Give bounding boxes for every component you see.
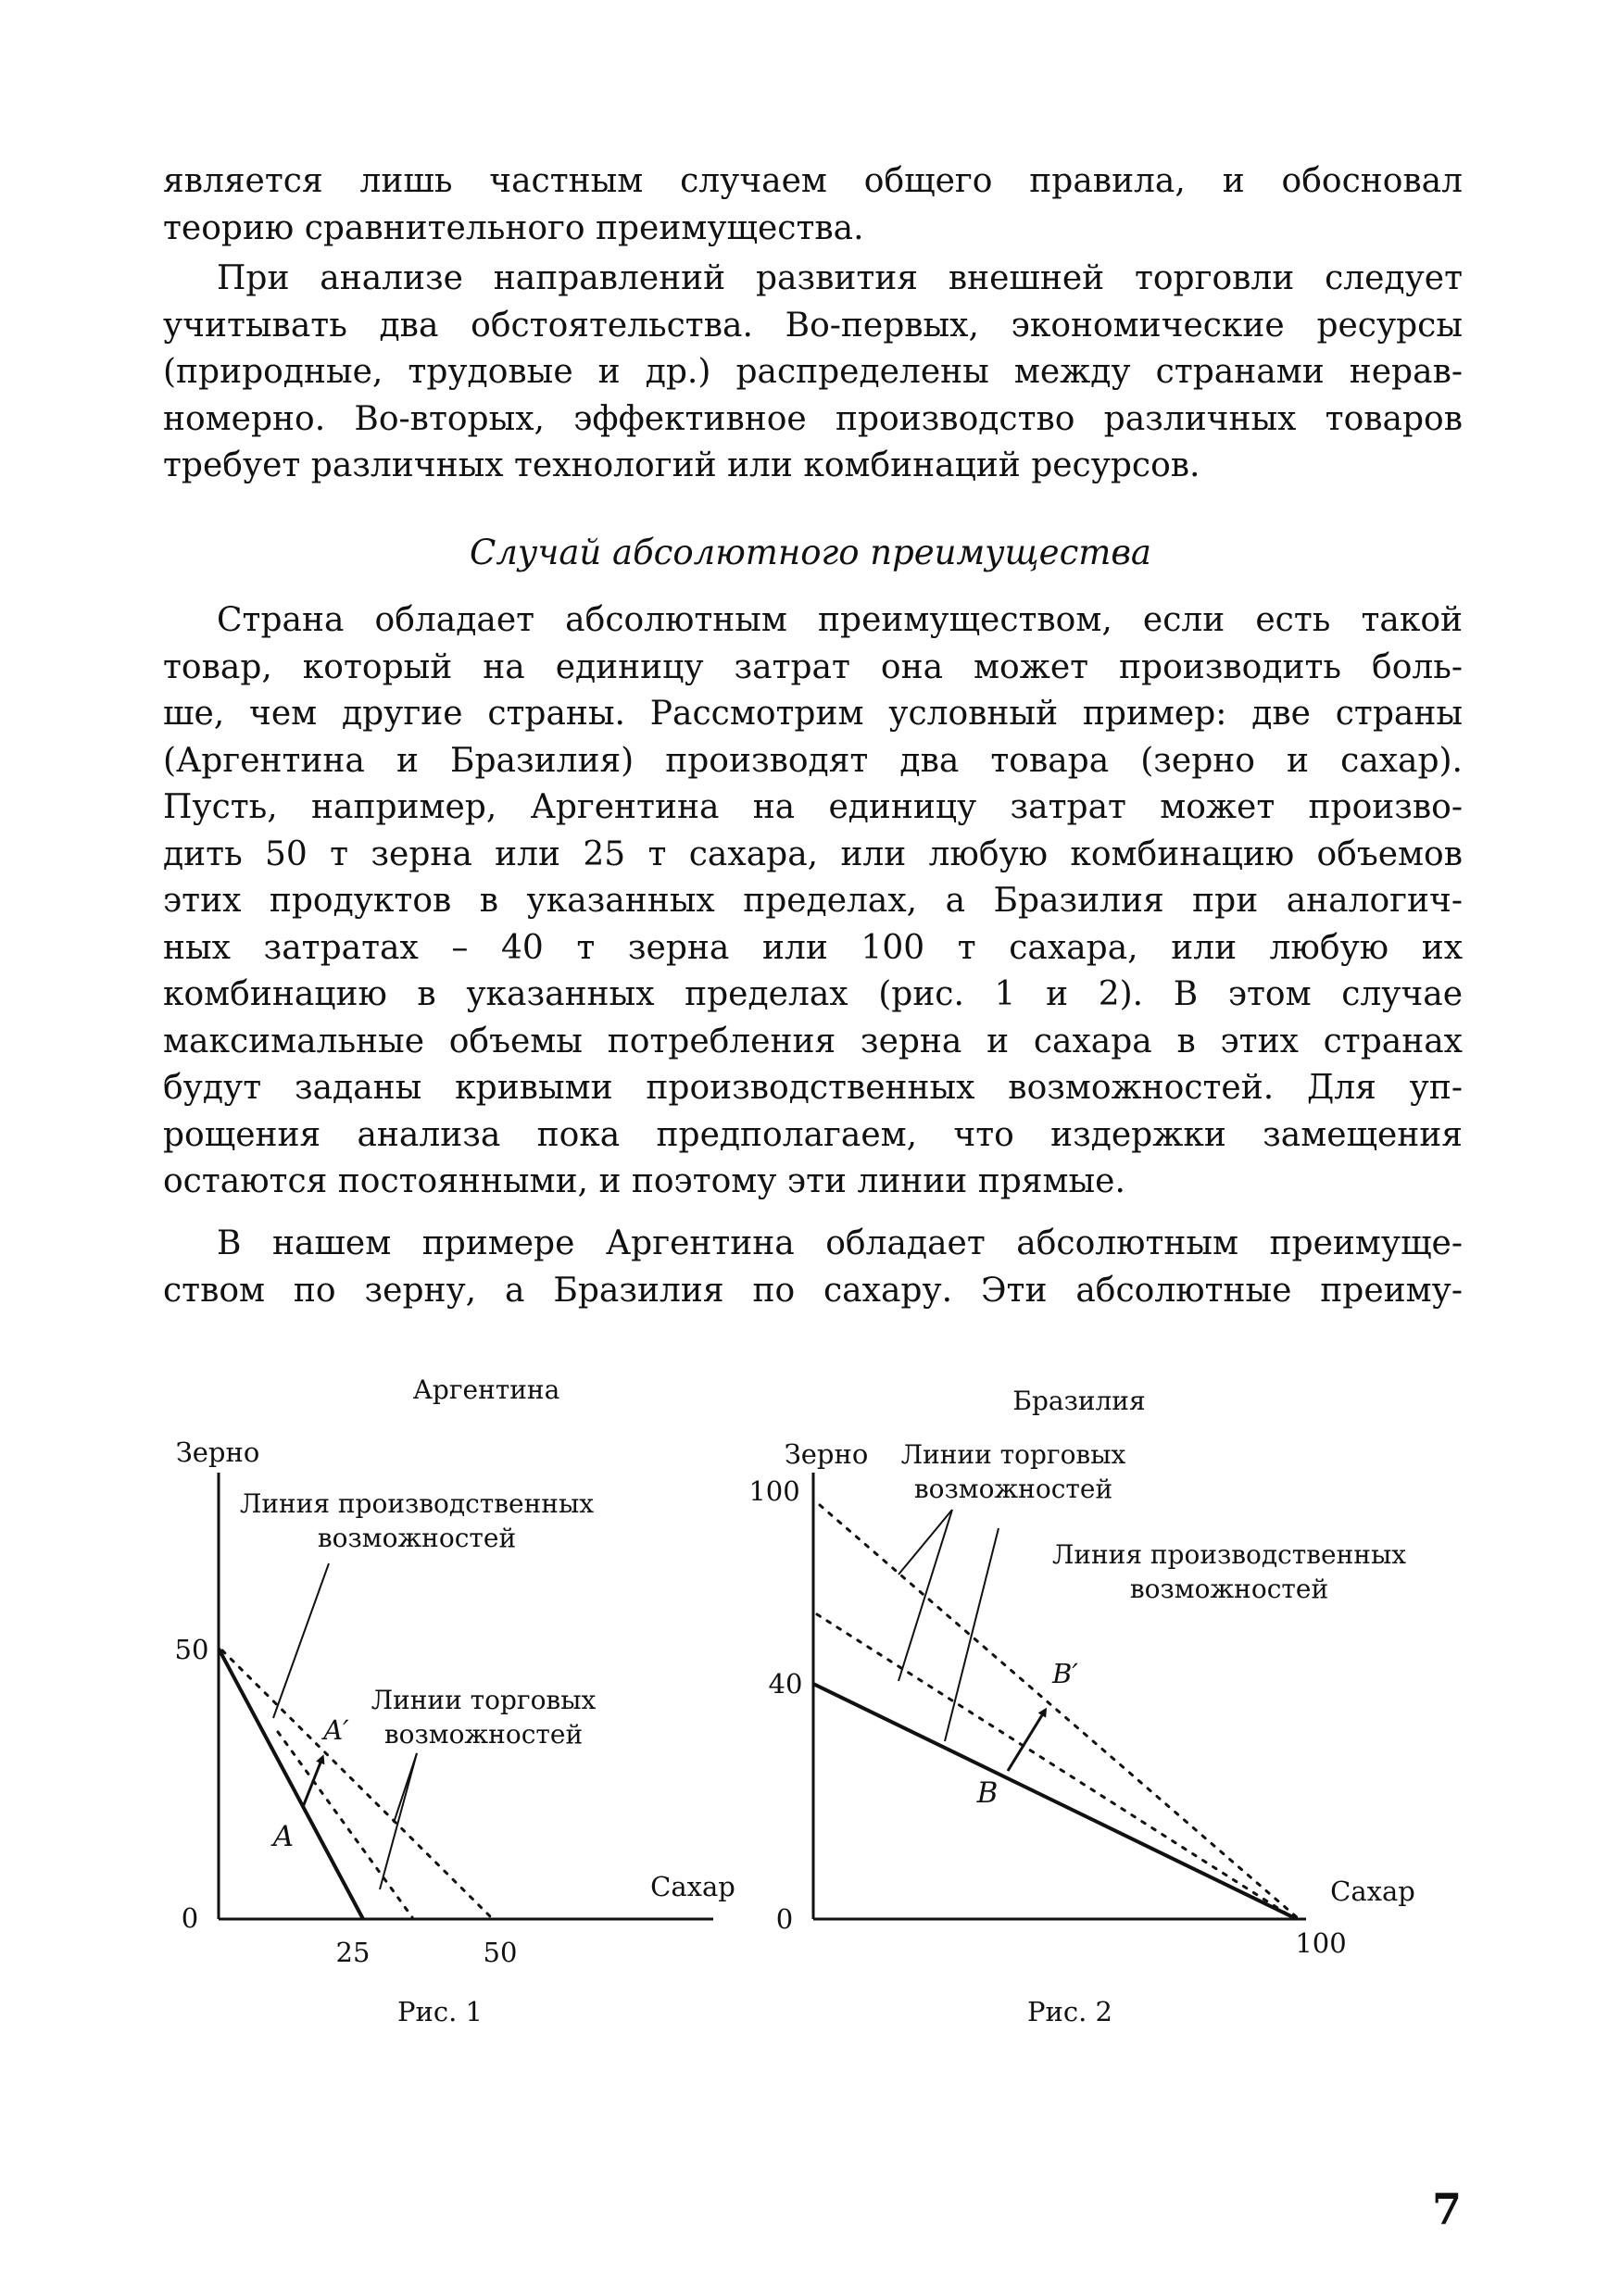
fig2-ppf-label-line-1: Линия производственных xyxy=(1051,1539,1407,1570)
fig2-trade-pointer-1 xyxy=(898,1510,952,1681)
fig2-trade-label-line-2: возможностей xyxy=(913,1474,1113,1504)
text-line: (природные, трудовые и др.) распределены между странами нерав- xyxy=(163,353,1463,391)
text-line: (Аргентина и Бразилия) производят два товара (зерно и сахар). xyxy=(163,741,1463,780)
fig1-y-tick-50: 50 xyxy=(174,1634,209,1665)
fig1-trade-line-inner xyxy=(278,1732,412,1917)
text-line: ством по зерну, а Бразилия по сахару. Эти абсолютные преиму- xyxy=(163,1271,1463,1310)
fig1-ppf-line xyxy=(219,1649,363,1919)
fig2-trade-pointer-3 xyxy=(945,1528,999,1741)
fig2-trade-label-line-1: Линии торговых xyxy=(900,1439,1126,1470)
section-heading: Случай абсолютного преимущества xyxy=(470,533,1151,572)
text-line: Страна обладает абсолютным преимуществом, если есть такой xyxy=(217,601,1463,639)
figure-2 xyxy=(748,1386,1415,1959)
fig2-y-tick-40: 40 xyxy=(768,1668,803,1700)
fig1-trade-pointer-1 xyxy=(380,1753,417,1889)
fig1-shift-arrow xyxy=(303,1758,322,1807)
text-line: максимальные объемы потребления зерна и сахара в этих странах xyxy=(163,1022,1463,1060)
fig1-ppf-label-line-1: Линия производственных xyxy=(239,1488,595,1519)
text-line: номерно. Во-вторых, эффективное производство различных товаров xyxy=(163,399,1463,438)
text-line: дить 50 т зерна или 25 т сахара, или любую комбинацию объемов xyxy=(163,834,1463,873)
text-line: теорию сравнительного преимущества. xyxy=(163,208,864,247)
text-line: этих продуктов в указанных пределах, а Бразилия при аналогич- xyxy=(163,882,1463,920)
figure-1 xyxy=(175,1374,735,1968)
fig2-y-label: Зерно xyxy=(784,1438,869,1470)
text-line: товар, который на единицу затрат она может производить боль- xyxy=(163,647,1463,686)
fig1-point-a: A xyxy=(272,1820,295,1853)
fig1-trade-label-line-2: возможностей xyxy=(383,1719,584,1750)
fig2-origin: 0 xyxy=(775,1903,794,1935)
fig1-trade-pointer-2 xyxy=(394,1753,417,1823)
fig2-shift-arrow xyxy=(1008,1711,1045,1771)
fig1-ppf-label-line-2: возможностей xyxy=(317,1523,517,1553)
fig1-x-tick-50: 50 xyxy=(483,1937,518,1968)
text-line: рощения анализа пока предполагаем, что издержки замещения xyxy=(163,1115,1463,1154)
fig1-y-label: Зерно xyxy=(175,1437,260,1468)
fig1-title: Аргентина xyxy=(412,1374,560,1405)
text-line: является лишь частным случаем общего правила, и обосновал xyxy=(163,162,1463,200)
text-line: учитывать два обстоятельства. Во-первых, экономические ресурсы xyxy=(163,306,1463,345)
text-line: остаются постоянными, и поэтому эти линии прямые. xyxy=(163,1162,1125,1200)
text-line: ных затратах – 40 т зерна или 100 т сахара, или любую их xyxy=(163,928,1463,967)
fig1-point-a-prime: A′ xyxy=(323,1714,349,1746)
fig1-x-tick-25: 25 xyxy=(335,1937,371,1968)
text-line: При анализе направлений развития внешней торговли следует xyxy=(217,259,1463,297)
text-line: требует различных технологий или комбинаций ресурсов. xyxy=(163,446,1200,484)
fig2-x-tick-100: 100 xyxy=(1295,1927,1347,1959)
text-line: будут заданы кривыми производственных возможностей. Для уп- xyxy=(163,1069,1463,1107)
fig1-trade-label-line-1: Линии торговых xyxy=(371,1685,597,1715)
fig2-ppf-line xyxy=(813,1684,1297,1919)
fig2-caption: Рис. 2 xyxy=(1027,1996,1112,2027)
fig1-x-label: Сахар xyxy=(650,1871,735,1902)
fig2-point-b: B xyxy=(976,1776,999,1810)
fig2-y-tick-100: 100 xyxy=(748,1475,800,1507)
fig2-x-label: Сахар xyxy=(1330,1876,1415,1907)
fig1-ppf-pointer xyxy=(273,1563,329,1718)
text-line: ше, чем другие страны. Рассмотрим условный пример: две страны xyxy=(163,695,1463,733)
text-line: В нашем примере Аргентина обладает абсолютным преимуще- xyxy=(217,1224,1463,1262)
fig2-trade-pointer-2 xyxy=(898,1510,952,1575)
fig2-point-b-prime: B′ xyxy=(1052,1658,1078,1689)
fig2-title: Бразилия xyxy=(1012,1386,1146,1416)
text-line: Пусть, например, Аргентина на единицу затрат может произво- xyxy=(163,788,1463,826)
fig1-caption: Рис. 1 xyxy=(397,1996,483,2027)
text-line: комбинацию в указанных пределах (рис. 1 и 2). В этом случае xyxy=(163,975,1463,1013)
page-number: 7 xyxy=(1432,2184,1463,2234)
fig2-ppf-label-line-2: возможностей xyxy=(1129,1574,1329,1604)
fig1-origin: 0 xyxy=(181,1902,199,1934)
